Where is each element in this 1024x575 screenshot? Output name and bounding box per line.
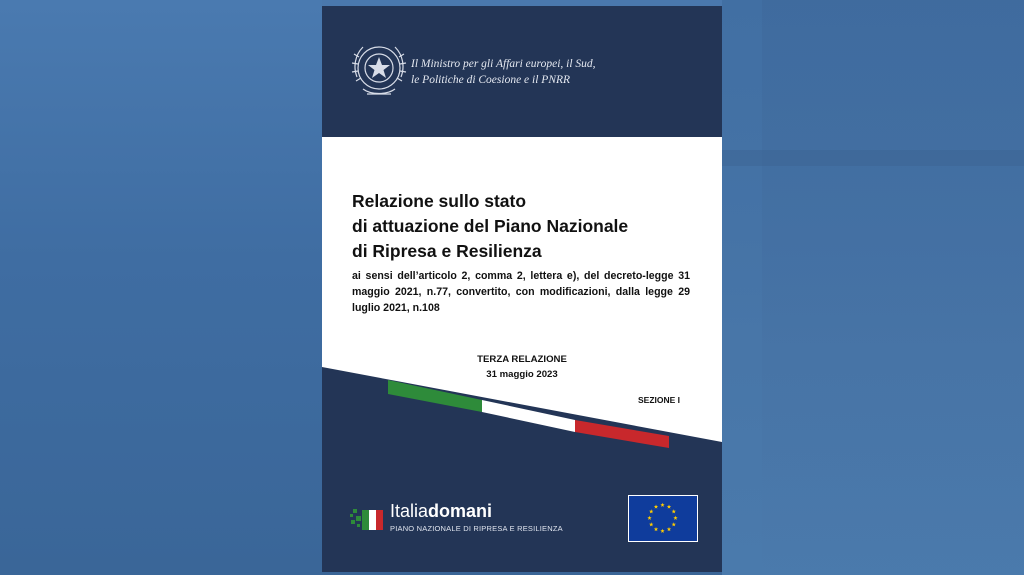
background-left — [0, 0, 322, 575]
document-subtitle: ai sensi dell’articolo 2, comma 2, lettera e), del decreto-legge 31 maggio 2021, n.77, convertito, con modificazioni, dalla legge 29 luglio 2021, n.108 — [352, 270, 690, 314]
background-right — [722, 0, 1024, 575]
section-label: SEZIONE I — [638, 395, 681, 405]
eu-star-icon — [667, 504, 671, 508]
eu-star-icon — [673, 516, 677, 520]
report-date: 31 maggio 2023 — [486, 369, 558, 380]
eu-flag-icon — [628, 495, 698, 542]
eu-star-icon — [649, 522, 653, 526]
eu-star-icon — [672, 522, 676, 526]
document-cover — [322, 6, 722, 572]
title-line-1: Relazione sullo stato — [352, 191, 527, 211]
eu-star-icon — [672, 509, 676, 513]
eu-star-icon — [647, 516, 651, 520]
eu-star-icon — [660, 529, 664, 533]
title-line-2: di attuazione del Piano Nazionale — [352, 216, 629, 236]
brand-name-part-1: Italia — [390, 501, 429, 521]
background-band — [722, 150, 1024, 166]
document-title — [352, 189, 692, 264]
eu-star-icon — [649, 509, 653, 513]
brand-name-part-2: domani — [428, 501, 493, 521]
eu-star-icon — [654, 504, 658, 508]
eu-star-icon — [654, 527, 658, 531]
report-label: TERZA RELAZIONE — [477, 354, 567, 365]
eu-star-icon — [660, 503, 664, 507]
italian-flag-pixel-icon — [350, 505, 384, 533]
ministry-line-1: Il Ministro per gli Affari europei, il Sud, — [411, 58, 596, 70]
report-info — [452, 352, 592, 382]
brand-name — [390, 500, 492, 522]
ministry-line-2: le Politiche di Coesione e il PNRR — [411, 74, 571, 86]
brand-tagline: PIANO NAZIONALE DI RIPRESA E RESILIENZA — [390, 524, 563, 533]
eu-star-icon — [667, 527, 671, 531]
title-line-3: di Ripresa e Resilienza — [352, 241, 542, 261]
italiadomani-logo — [350, 500, 570, 540]
